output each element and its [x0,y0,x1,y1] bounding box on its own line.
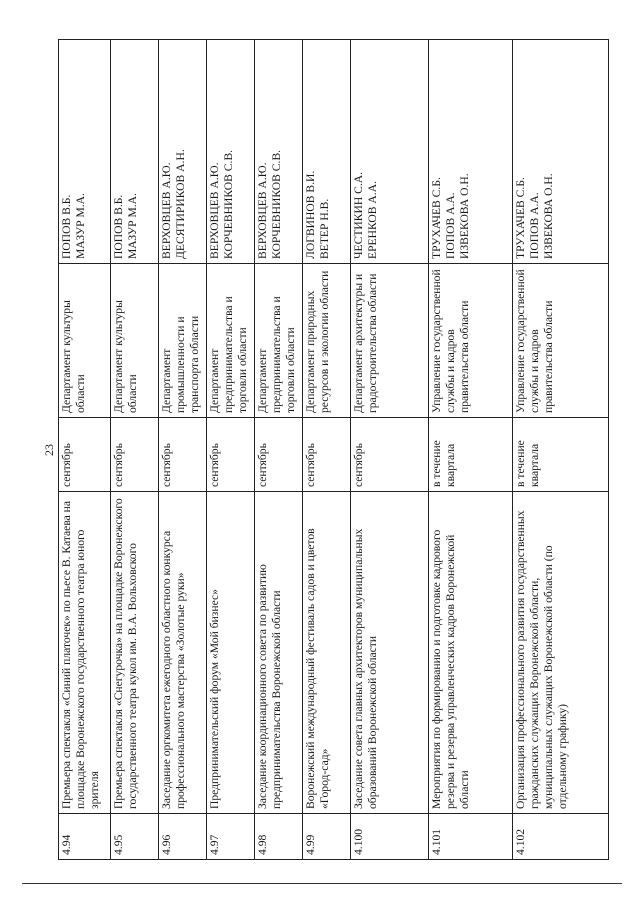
department: Управление государственной службы и кадров правительства области [513,264,609,418]
department: Управление государственной службы и кадров правительства области [429,264,513,418]
department: Департамент промышленности и транспорта области [159,264,207,418]
table-row [351,40,429,860]
department: Департамент культуры области [111,264,159,418]
event-date: сентябрь [59,418,111,492]
table-row [159,40,207,860]
department: Департамент природных ресурсов и экологии области [303,264,351,418]
event-description: Премьера спектакля «Снегурочка» на площадке Воронежского государственного театра кукол им. В.А. Вольховского [111,492,159,814]
event-description: Предпринимательский форум «Мой бизнес» [207,492,255,814]
department: Департамент предпринимательства и торговли области [255,264,303,418]
responsible-persons: ВЕРХОВЦЕВ А.Ю. КОРЧЕВНИКОВ С.В. [207,40,255,264]
events-table [58,39,609,860]
event-description: Мероприятия по формированию и подготовке кадрового резерва и резерва управленческих кадров Воронежской области [429,492,513,814]
responsible-persons: ЛОГВИНОВ В.И. ВЕТЕР Н.В. [303,40,351,264]
event-date: сентябрь [351,418,429,492]
row-number: 4.102 [513,814,609,860]
event-description: Заседание оргкомитета ежегодного областного конкурса профессионального мастерства «Золотые руки» [159,492,207,814]
page-bottom-divider [22,883,622,884]
event-description: Премьера спектакля «Синий платочек» по пьесе В. Катаева на площадке Воронежского государственного театра юного зрителя [59,492,111,814]
department: Департамент архитектуры и градостроительства области [351,264,429,418]
department: Департамент культуры области [59,264,111,418]
row-number: 4.97 [207,814,255,860]
event-date: сентябрь [255,418,303,492]
event-date: сентябрь [207,418,255,492]
row-number: 4.100 [351,814,429,860]
event-description: Организация профессионального развития государственных гражданских служащих Воронежской области, муниципальных служащих Воронежской области (по отдельному графику) [513,492,609,814]
table-row [59,40,111,860]
row-number: 4.96 [159,814,207,860]
responsible-persons: ТРУХАЧЕВ С.Б. ПОПОВ А.А. ИЗВЕКОВА О.Н. [429,40,513,264]
event-description: Воронежский международный фестиваль садов и цветов «Город-сад» [303,492,351,814]
department: Департамент предпринимательства и торговли области [207,264,255,418]
responsible-persons: ПОПОВ В.Б. МАЗУР М.А. [59,40,111,264]
row-number: 4.99 [303,814,351,860]
event-date: в течение квартала [513,418,609,492]
event-date: сентябрь [111,418,159,492]
responsible-persons: ВЕРХОВЦЕВ А.Ю. КОРЧЕВНИКОВ С.В. [255,40,303,264]
responsible-persons: ВЕРХОВЦЕВ А.Ю. ДЕСЯТИРИКОВ А.Н. [159,40,207,264]
event-date: в течение квартала [429,418,513,492]
table-row [207,40,255,860]
event-description: Заседание совета главных архитекторов муниципальных образований Воронежской области [351,492,429,814]
table-row [303,40,351,860]
event-description: Заседание координационного совета по развитию предпринимательства Воронежской области [255,492,303,814]
row-number: 4.98 [255,814,303,860]
page-number: 23 [42,444,56,456]
responsible-persons: ПОПОВ В.Б. МАЗУР М.А. [111,40,159,264]
responsible-persons: ТРУХАЧЕВ С.Б. ПОПОВ А.А. ИЗВЕКОВА О.Н. [513,40,609,264]
responsible-persons: ЧЕСТИКИН С.А. ЕРЕНКОВ А.А. [351,40,429,264]
table-row [111,40,159,860]
event-date: сентябрь [159,418,207,492]
event-date: сентябрь [303,418,351,492]
rotated-document-page [40,40,610,860]
row-number: 4.94 [59,814,111,860]
row-number: 4.95 [111,814,159,860]
row-number: 4.101 [429,814,513,860]
table-row [513,40,609,860]
table-row [255,40,303,860]
table-row [429,40,513,860]
